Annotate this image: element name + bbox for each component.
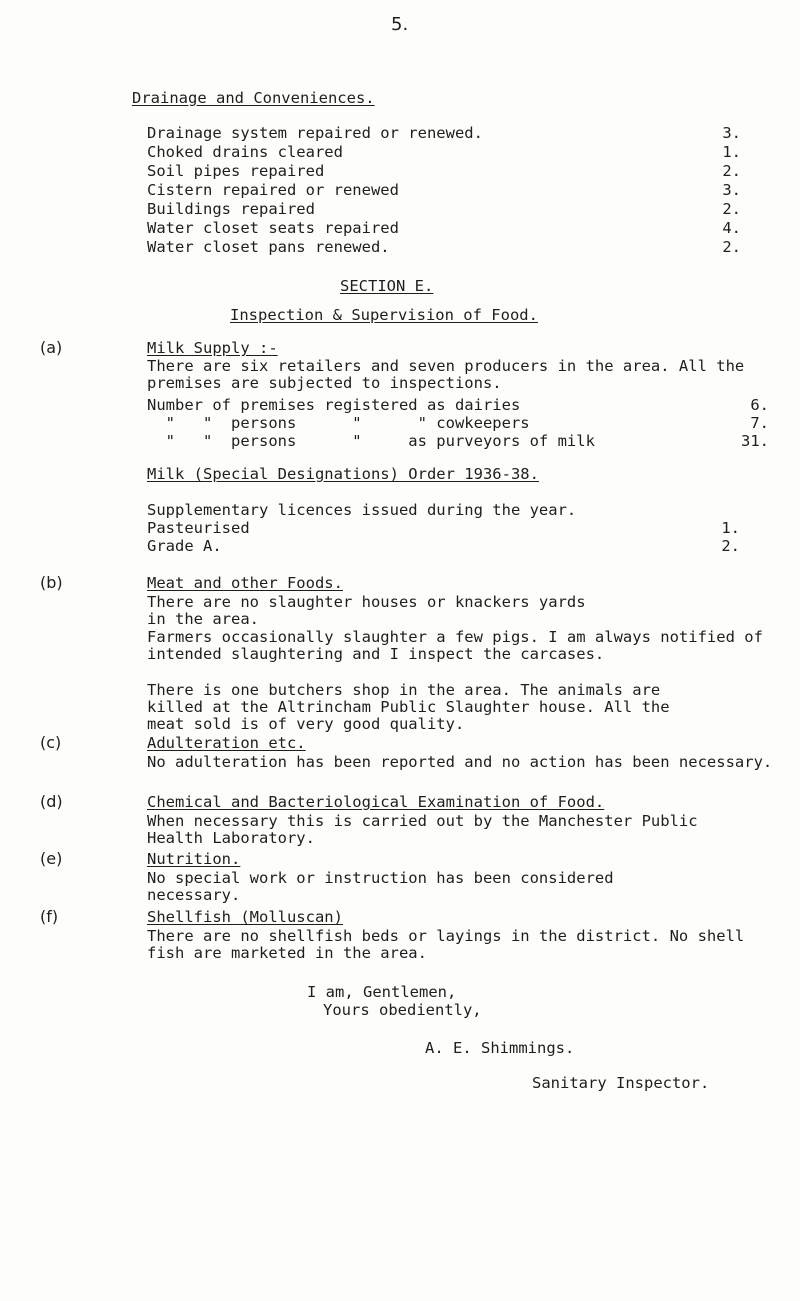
registration-row (147, 433, 769, 450)
meat-para-2: Farmers occasionally slaughter a few pigs. I am always notified of intended slaughtering and I inspect the carcases. (147, 628, 763, 663)
section-letter-b: (b) (40, 573, 63, 592)
nutrition-heading: Nutrition. (147, 850, 241, 868)
drainage-heading: Drainage and Conveniences. (132, 89, 375, 107)
row-value: 1. (722, 143, 741, 161)
drainage-row (147, 239, 741, 256)
row-value: 6. (750, 396, 769, 414)
section-letter-a: (a) (40, 338, 63, 357)
row-label: " " persons " as purveyors of milk (147, 432, 595, 450)
row-value: 2. (722, 200, 741, 218)
order-heading: Milk (Special Designations) Order 1936-38. (147, 465, 539, 483)
section-letter-e: (e) (40, 849, 63, 868)
row-label: Drainage system repaired or renewed. (147, 124, 483, 142)
shellfish-text: There are no shellfish beds or layings in the district. No shell fish are marketed in the area. (147, 927, 745, 962)
row-value: 1. (721, 519, 740, 537)
page-number: 5. (391, 14, 409, 35)
closing-line-1: I am, Gentlemen, (307, 983, 457, 1001)
drainage-row (147, 163, 741, 180)
row-value: 2. (721, 537, 740, 555)
row-label: Grade A. (147, 537, 222, 555)
row-label: " " persons " " cowkeepers (147, 414, 530, 432)
shellfish-heading: Shellfish (Molluscan) (147, 908, 343, 926)
meat-heading: Meat and other Foods. (147, 574, 343, 592)
row-value: 3. (722, 181, 741, 199)
row-value: 3. (722, 124, 741, 142)
meat-para-1: There are no slaughter houses or knackers yards in the area. (147, 593, 586, 628)
drainage-row (147, 182, 741, 199)
licence-row (147, 520, 740, 537)
row-label: Cistern repaired or renewed (147, 181, 399, 199)
drainage-row (147, 201, 741, 218)
row-value: 4. (722, 219, 741, 237)
row-label: Water closet pans renewed. (147, 238, 390, 256)
row-label: Water closet seats repaired (147, 219, 399, 237)
row-label: Soil pipes repaired (147, 162, 325, 180)
drainage-row (147, 144, 741, 161)
section-letter-f: (f) (40, 907, 59, 926)
drainage-row (147, 220, 741, 237)
licences-intro: Supplementary licences issued during the year. (147, 501, 577, 519)
drainage-row (147, 125, 741, 142)
closing-line-2: Yours obediently, (323, 1001, 482, 1019)
section-subtitle: Inspection & Supervision of Food. (230, 306, 538, 324)
adulteration-heading: Adulteration etc. (147, 734, 306, 752)
registration-row (147, 397, 769, 414)
adulteration-text: No adulteration has been reported and no action has been necessary. (147, 753, 773, 771)
registration-row (147, 415, 769, 432)
chemical-text: When necessary this is carried out by the Manchester Public Health Laboratory. (147, 812, 698, 847)
row-value: 31. (741, 432, 769, 450)
row-label: Choked drains cleared (147, 143, 343, 161)
row-label: Pasteurised (147, 519, 250, 537)
row-value: 7. (750, 414, 769, 432)
section-title: SECTION E. (340, 277, 434, 295)
nutrition-text: No special work or instruction has been considered necessary. (147, 869, 614, 904)
meat-para-3: There is one butchers shop in the area. The animals are killed at the Altrincham Public Slaughter house. All the meat sold is of very good quality. (147, 681, 670, 733)
row-value: 2. (722, 238, 741, 256)
row-label: Number of premises registered as dairies (147, 396, 521, 414)
signature-name: A. E. Shimmings. (425, 1039, 575, 1057)
chemical-heading: Chemical and Bacteriological Examination of Food. (147, 793, 605, 811)
milk-supply-heading: Milk Supply :- (147, 339, 278, 357)
row-value: 2. (722, 162, 741, 180)
licence-row (147, 538, 740, 555)
section-letter-c: (c) (40, 733, 62, 752)
row-label: Buildings repaired (147, 200, 315, 218)
section-letter-d: (d) (40, 792, 63, 811)
milk-intro: There are six retailers and seven producers in the area. All the premises are subjected to inspections. (147, 357, 745, 392)
signature-title: Sanitary Inspector. (532, 1074, 710, 1092)
